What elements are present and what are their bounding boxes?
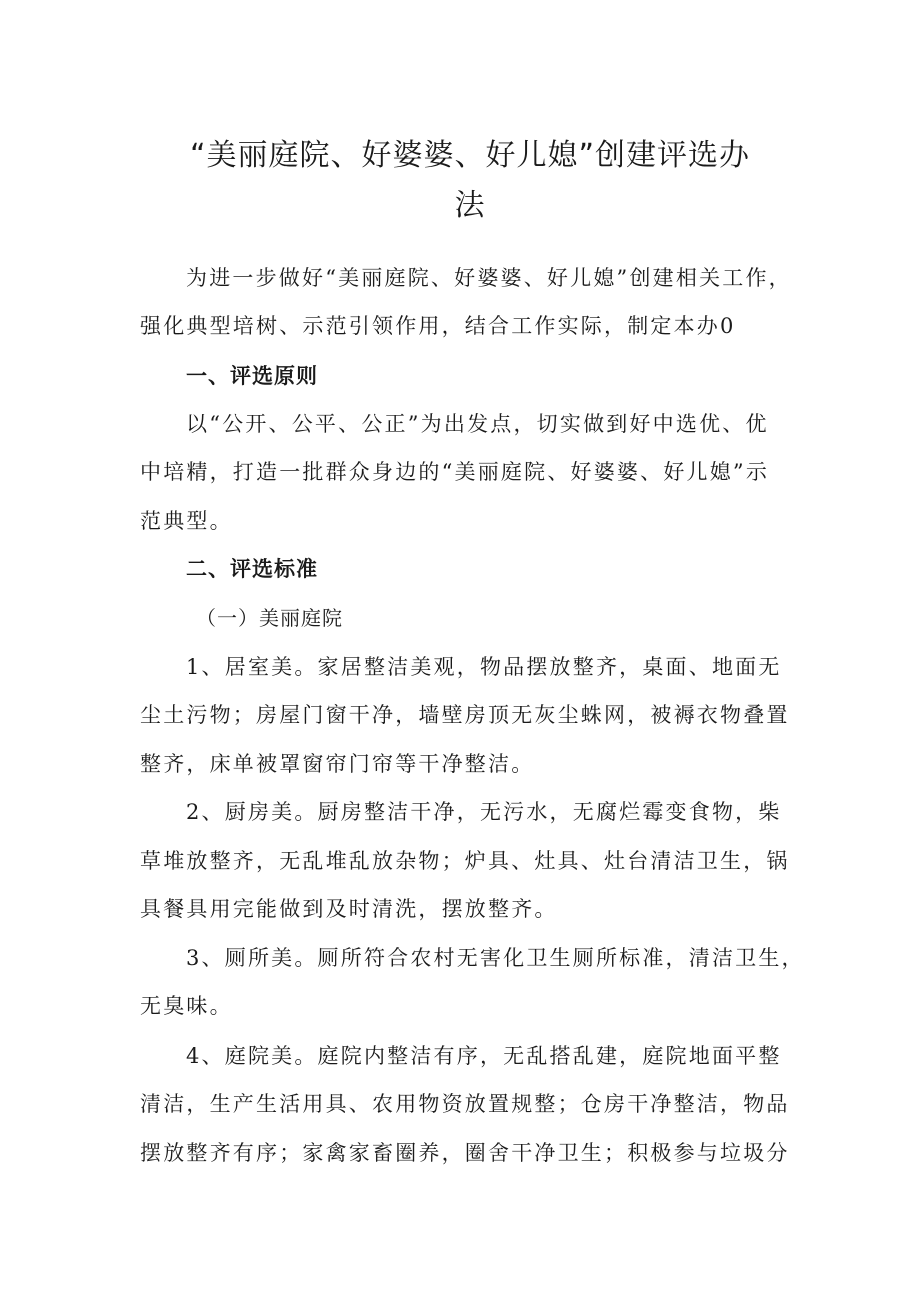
item-4-line-1: 4、庭院美。庭院内整洁有序，无乱搭乱建，庭院地面平整 [186, 1044, 782, 1068]
item-2-line-1: 2、厨房美。厨房整洁干净，无污水，无腐烂霉变食物，柴 [186, 800, 782, 824]
item-1-line-3: 整齐，床单被罩窗帘门帘等干净整洁。 [140, 752, 535, 776]
section-1-heading: 一、评选原则 [186, 364, 318, 388]
item-2-line-3: 具餐具用完能做到及时清洗，摆放整齐。 [140, 897, 558, 921]
intro-line-2: 强化典型培树、示范引领作用，结合工作实际，制定本办0 [140, 314, 736, 338]
section-1-line-2: 中培精，打造一批群众身边的“美丽庭院、好婆婆、好儿媳”示 [140, 460, 770, 484]
item-4-line-3: 摆放整齐有序；家禽家畜圈养，圈舍干净卫生；积极参与垃圾分 [140, 1141, 790, 1165]
section-2-subheading: （一）美丽庭院 [196, 606, 343, 630]
item-4-line-2: 清洁，生产生活用具、农用物资放置规整；仓房干净整洁，物品 [140, 1092, 790, 1116]
document-title-line-2: 法 [454, 188, 486, 223]
item-3-line-1: 3、厕所美。厕所符合农村无害化卫生厕所标准，清洁卫生， [186, 946, 805, 970]
intro-line-1: 为进一步做好“美丽庭院、好婆婆、好儿媳”创建相关工作， [186, 266, 792, 290]
section-2-heading: 二、评选标准 [186, 557, 318, 581]
section-1-line-3: 范典型。 [140, 509, 233, 533]
item-3-line-2: 无臭味。 [140, 994, 233, 1018]
section-1-line-1: 以“公开、公平、公正”为出发点，切实做到好中选优、优 [186, 412, 769, 436]
item-1-line-1: 1、居室美。家居整洁美观，物品摆放整齐，桌面、地面无 [186, 655, 782, 679]
document-title-line-1: “美丽庭院、好婆婆、好儿媳”创建评选办 [189, 138, 751, 173]
item-2-line-2: 草堆放整齐，无乱堆乱放杂物；炉具、灶具、灶台清洁卫生，锅 [140, 849, 790, 873]
item-1-line-2: 尘土污物；房屋门窗干净，墙壁房顶无灰尘蛛网，被褥衣物叠置 [140, 703, 790, 727]
